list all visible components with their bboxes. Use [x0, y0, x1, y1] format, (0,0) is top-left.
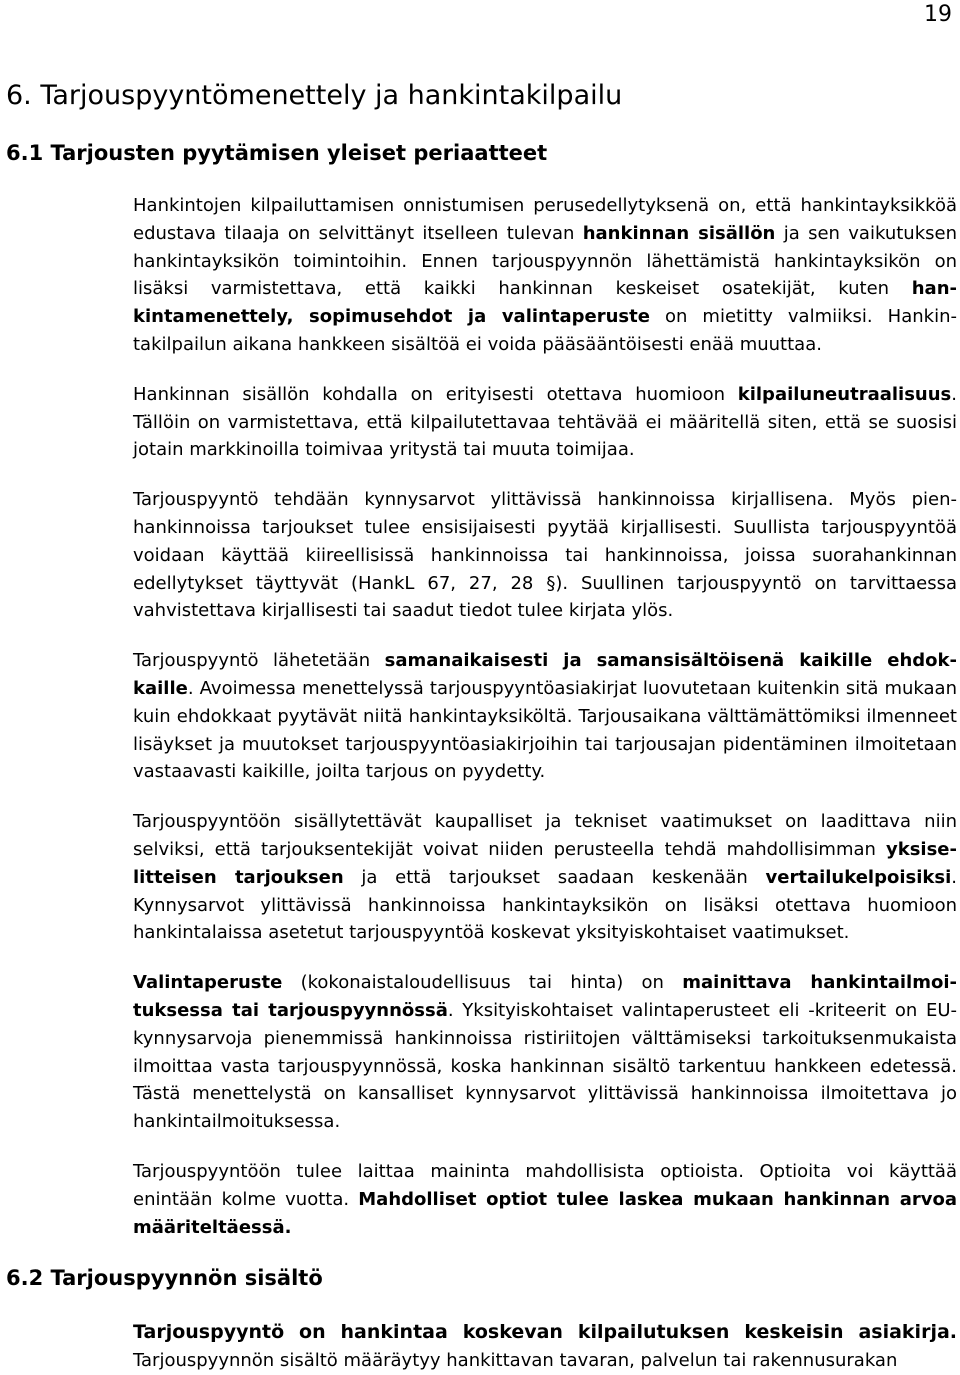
text-run: . Yksityiskohtaiset valintaperusteet eli -kriteerit on EU-kynnysarvoja pienemmissä hankinnoissa ristiriitojen välttämiseksi tarkoituksenmukaista ilmoittaa vasta tarjouspyynnössä, koska hankinnan sisältö tarkentuu hankkeen edetessä. Tästä menettelystä on kansalliset kynnysarvot ylittävissä hankinnoissa ilmoitettava jo hankintailmoituksessa. — [133, 999, 958, 1133]
text-run: . Avoimessa menettelyssä tarjouspyyntöasiakirjat luovutetaan kuitenkin sitä mukaan kuin ehdokkaat pyytävät niitä hankintayksiköltä. Tarjousaikana välttämättömiksi ilmenneet lisäykset ja muutokset tarjouspyyntöasiakirjoihin tai tarjousajan pidentäminen ilmoitetaan vastaavasti kaikille, joilta tarjous on pyydetty. — [133, 677, 957, 783]
text-run: on mietitty valmiiksi. Hankintakilpailun aikana hankkeen sisältöä ei voida pääsääntöisesti enää muuttaa. — [133, 306, 957, 355]
chapter-heading: 6. Tarjouspyyntömenettely ja hankintakilpailu — [6, 80, 623, 111]
bold-text-run: hankinnan sisällön — [582, 222, 776, 244]
page-number: 19 — [924, 2, 952, 27]
text-run: (kokonaistaloudellisuus tai hinta) on — [282, 972, 683, 994]
bold-text-run: yksiselitteisen tarjouksen — [133, 838, 957, 888]
bold-text-run: hankintamenettely, sopimusehdot ja valintaperuste — [133, 278, 957, 328]
paragraph — [133, 381, 957, 464]
text-run: Hankinnan sisällön kohdalla on erityisesti otettava huomioon — [133, 383, 738, 405]
paragraph — [133, 1319, 957, 1375]
text-run: ja sen vaikutuksen hankintayksikön toimintoihin. Ennen tarjouspyynnön lähettämistä hankintayksikön on lisäksi varmistettava, että kaikki hankinnan keskeiset osatekijät, kuten — [133, 222, 957, 300]
paragraph — [133, 969, 957, 1136]
text-run: Tarjouspyynnön sisältö määräytyy hankittavan tavaran, palvelun tai rakennusurakan — [133, 1349, 898, 1371]
bold-text-run: Mahdolliset optiot tulee laskea mukaan hankinnan arvoa määriteltäessä. — [133, 1188, 957, 1238]
bold-text-run: samanaikaisesti ja samansisältöisenä kaikille ehdokkaille — [133, 650, 957, 699]
text-run: Tarjouspyyntöön tulee laittaa maininta mahdollisista optioista. Optioita voi käyttää enintään kolme vuotta. — [133, 1160, 957, 1210]
text-run: ja että tarjoukset saadaan keskenään — [343, 866, 766, 888]
bold-text-run: Valintaperuste — [133, 972, 283, 994]
paragraph — [133, 647, 957, 786]
paragraph — [133, 192, 957, 359]
text-run: Tarjouspyyntöön sisällytettävät kaupalliset ja tekniset vaatimukset on laadittava niin selviksi, että tarjouksentekijät voivat niiden perusteella tehdä mahdollisimman — [133, 811, 957, 860]
section-6-2-body — [133, 1319, 957, 1375]
text-run: Tarjouspyyntö lähetetään — [133, 650, 385, 672]
paragraph — [133, 808, 957, 947]
text-run: Tarjouspyyntö tehdään kynnysarvot ylittävissä hankinnoissa kirjallisena. Myös pienhankinnoissa tarjoukset tulee ensisijaisesti pyytää kirjallisesti. Suullista tarjouspyyntöä voidaan käyttää kiireellisissä hankinnoissa tai hankinnoissa, joissa suorahankinnan edellytykset täyttyvät (HankL 67, 27, 28 §). Suullinen tarjouspyyntö on tarvittaessa vahvistettava kirjallisesti tai saadut tiedot tulee kirjata ylös. — [133, 489, 957, 622]
bold-text-run: Tarjouspyyntö on hankintaa koskevan kilpailutuksen keskeisin asiakirja. — [133, 1321, 957, 1343]
bold-text-run: kilpailuneutraalisuus — [737, 383, 952, 405]
bold-text-run: mainittava hankintailmoituksessa tai tarjouspyynnössä — [133, 972, 957, 1021]
section-heading-6-2: 6.2 Tarjouspyynnön sisältö — [6, 1266, 323, 1290]
text-run: . Tällöin on varmistettava, että kilpailutettavaa tehtävää ei määritellä siten, että se suosisi jotain markkinoilla toimivaa yritystä tai muuta toimijaa. — [133, 383, 957, 461]
text-run: Hankintojen kilpailuttamisen onnistumisen perusedellytyksenä on, että hankintayksikköä edustava tilaaja on selvittänyt itselleen tulevan — [133, 195, 957, 244]
paragraph — [133, 486, 957, 625]
section-heading-6-1: 6.1 Tarjousten pyytämisen yleiset periaatteet — [6, 141, 548, 165]
bold-text-run: vertailukelpoisiksi — [765, 866, 952, 888]
paragraph — [133, 1158, 957, 1241]
section-6-1-body — [133, 192, 957, 1241]
text-run: . Kynnysarvot ylittävissä hankinnoissa hankintayksikön on lisäksi otettava huomioon hankintalaissa asetetut tarjouspyyntöä koskevat yksityiskohtaiset vaatimukset. — [133, 866, 957, 944]
